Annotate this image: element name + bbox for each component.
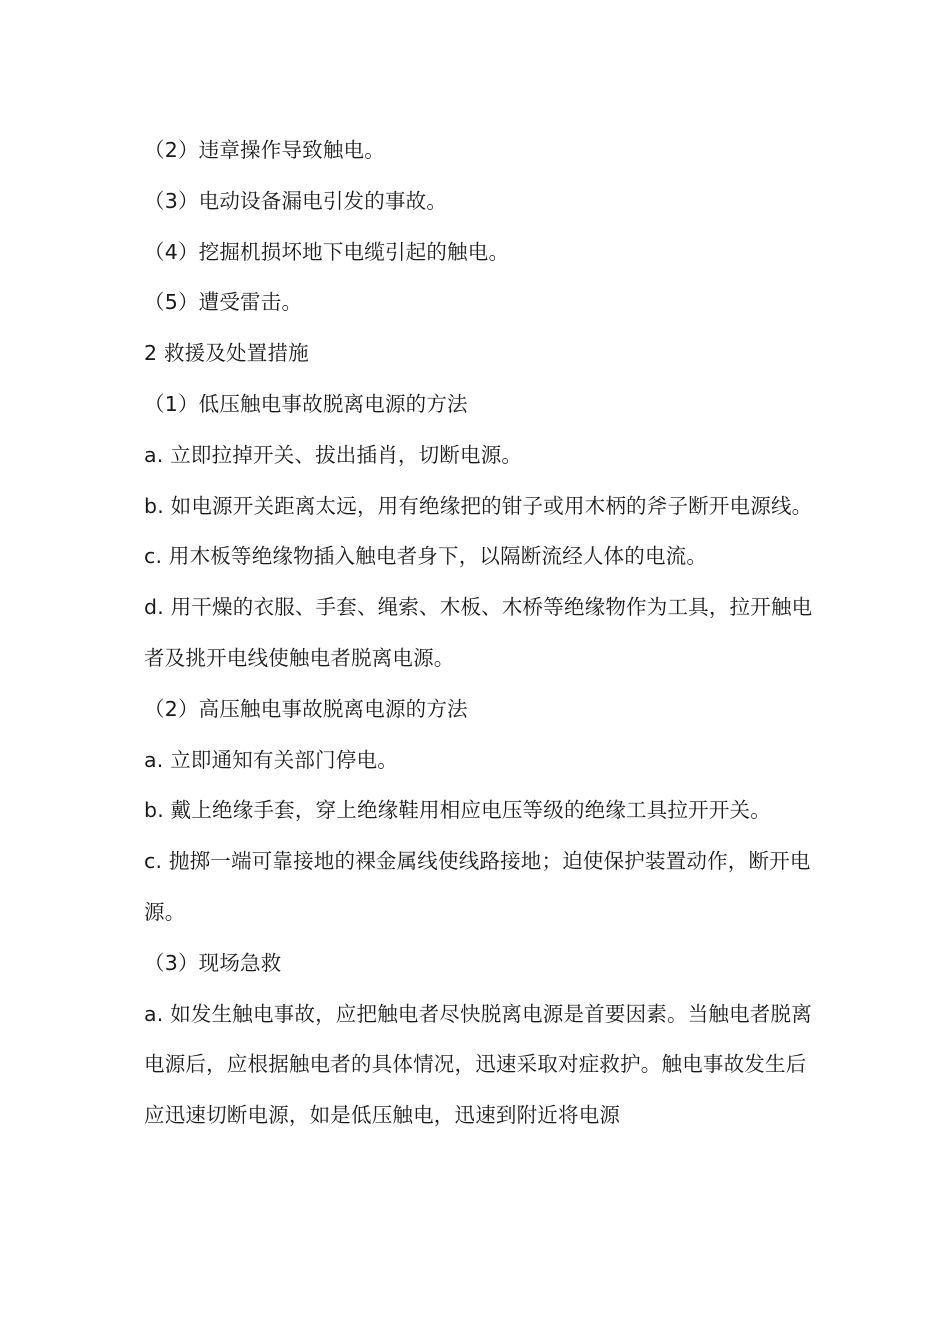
subheading-low-voltage: （1）低压触电事故脱离电源的方法	[144, 391, 468, 416]
paragraph-low-voltage-a: a. 立即拉掉开关、拔出插肖，切断电源。	[144, 442, 523, 467]
paragraph-high-voltage-c: c. 抛掷一端可靠接地的裸金属线使线路接地；迫使保护装置动作，断开电源。	[144, 849, 811, 924]
paragraph-high-voltage-b: b. 戴上绝缘手套，穿上绝缘鞋用相应电压等级的绝缘工具拉开开关。	[144, 798, 771, 823]
section-heading-rescue: 2 救援及处置措施	[144, 341, 309, 366]
paragraph-low-voltage-d: d. 用干燥的衣服、手套、绳索、木板、木桥等绝缘物作为工具，拉开触电者及挑开电线使触电者脱离电源。	[144, 595, 813, 670]
paragraph-item-2: （2）违章操作导致触电。	[144, 138, 385, 162]
paragraph-item-5: （5）遭受雷击。	[144, 290, 303, 315]
subheading-high-voltage: （2）高压触电事故脱离电源的方法	[144, 696, 468, 721]
paragraph-low-voltage-b: b. 如电源开关距离太远，用有绝缘把的钳子或用木柄的斧子断开电源线。	[144, 493, 813, 518]
paragraph-low-voltage-c: c. 用木板等绝缘物插入触电者身下，以隔断流经人体的电流。	[144, 544, 708, 569]
document-body	[144, 125, 814, 1141]
paragraph-item-4: （4）挖掘机损坏地下电缆引起的触电。	[144, 239, 510, 264]
paragraph-first-aid-a: a. 如发生触电事故，应把触电者尽快脱离电源是首要因素。当触电者脱离电源后，应根据触电者的具体情况，迅速采取对症救护。触电事故发生后应迅速切断电源，如是低压触电，迅速到附近将电源	[144, 1001, 812, 1128]
paragraph-high-voltage-a: a. 立即通知有关部门停电。	[144, 747, 398, 772]
paragraph-item-3: （3）电动设备漏电引发的事故。	[144, 188, 448, 213]
subheading-first-aid: （3）现场急救	[144, 950, 282, 975]
